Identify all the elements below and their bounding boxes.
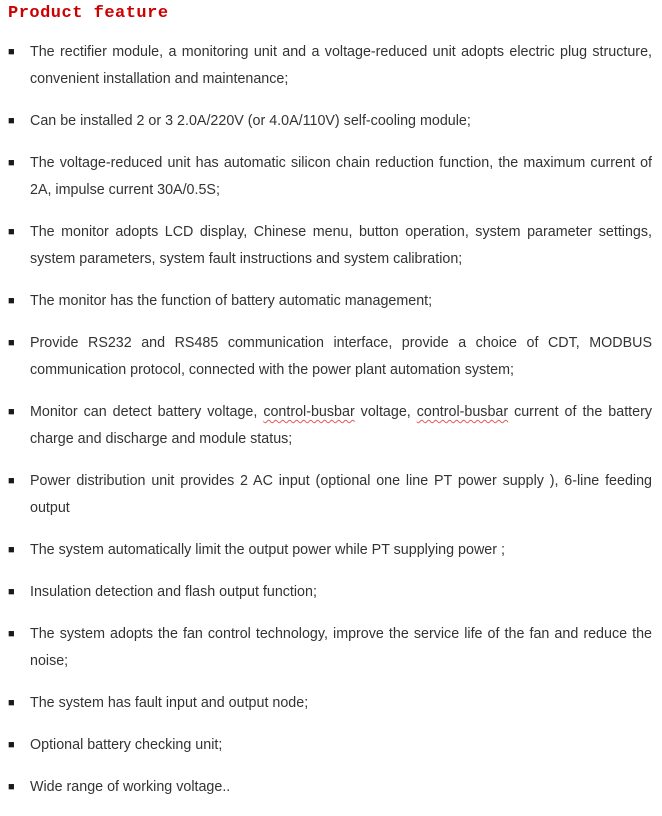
bullet-square-icon: ■	[8, 337, 15, 349]
bullet-square-icon: ■	[8, 586, 15, 598]
list-item-text: The monitor has the function of battery automatic management;	[30, 293, 433, 309]
list-item-text: Wide range of working voltage..	[30, 779, 231, 795]
bullet-square-icon: ■	[8, 115, 15, 127]
bullet-square-icon: ■	[8, 628, 15, 640]
list-item	[8, 732, 652, 759]
bullet-square-icon: ■	[8, 157, 15, 169]
text-segment: voltage,	[354, 404, 417, 420]
list-item-text: Power distribution unit provides 2 AC input (optional one line PT power supply ), 6-line feeding output	[30, 473, 652, 516]
list-item	[8, 108, 652, 135]
list-item	[8, 774, 652, 801]
list-item-text: The voltage-reduced unit has automatic silicon chain reduction function, the maximum current of 2A, impulse current 30A/0.5S;	[30, 155, 652, 198]
list-item-text: Provide RS232 and RS485 communication interface, provide a choice of CDT, MODBUS communication protocol, connected with the power plant automation system;	[30, 335, 652, 378]
list-item	[8, 399, 652, 453]
list-item	[8, 219, 652, 273]
list-item	[8, 690, 652, 717]
bullet-square-icon: ■	[8, 739, 15, 751]
list-item	[8, 39, 652, 93]
list-item	[8, 468, 652, 522]
bullet-square-icon: ■	[8, 697, 15, 709]
bullet-square-icon: ■	[8, 475, 15, 487]
list-item-text: Insulation detection and flash output function;	[30, 584, 317, 600]
text-segment: Monitor can detect battery voltage,	[30, 404, 264, 420]
list-item	[8, 288, 652, 315]
bullet-square-icon: ■	[8, 226, 15, 238]
page-title: Product feature	[8, 4, 169, 23]
misspelled-word: control-busbar	[416, 404, 509, 420]
list-item	[8, 150, 652, 204]
list-item-text: The rectifier module, a monitoring unit and a voltage-reduced unit adopts electric plug structure, convenient installation and maintenance;	[30, 44, 652, 87]
list-item	[8, 579, 652, 606]
list-item	[8, 621, 652, 675]
list-item-text: Optional battery checking unit;	[30, 737, 223, 753]
list-item-text	[30, 404, 652, 447]
list-item-text: The system has fault input and output node;	[30, 695, 309, 711]
list-item	[8, 537, 652, 564]
bullet-square-icon: ■	[8, 544, 15, 556]
text-segment: current of the battery charge and discharge and module status;	[30, 404, 652, 447]
bullet-square-icon: ■	[8, 46, 15, 58]
list-item	[8, 330, 652, 384]
list-item-text: The system automatically limit the output power while PT supplying power ;	[30, 542, 505, 558]
list-item-text: The system adopts the fan control technology, improve the service life of the fan and reduce the noise;	[30, 626, 652, 669]
misspelled-word: control-busbar	[263, 404, 355, 420]
feature-list	[8, 39, 652, 801]
bullet-square-icon: ■	[8, 295, 15, 307]
list-item-text: The monitor adopts LCD display, Chinese menu, button operation, system parameter settings, system parameters, system fault instructions and system calibration;	[30, 224, 652, 267]
bullet-square-icon: ■	[8, 781, 15, 793]
list-item-text: Can be installed 2 or 3 2.0A/220V (or 4.0A/110V) self-cooling module;	[30, 113, 471, 129]
bullet-square-icon: ■	[8, 406, 15, 418]
